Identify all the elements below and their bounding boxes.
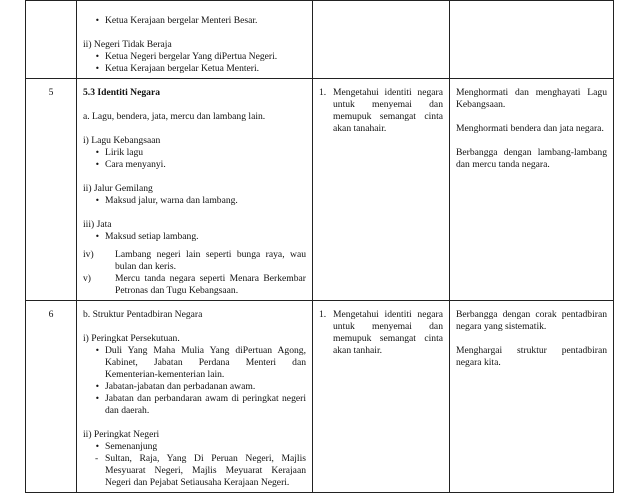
table-row (26, 1, 614, 79)
cell-objective (313, 301, 450, 493)
lesson-table (25, 0, 614, 493)
value-text: Menghormati bendera dan jata negara. (456, 123, 604, 134)
subheading: ii) Peringkat Negeri (83, 429, 160, 440)
cell-objective (313, 1, 450, 79)
bullet-list (83, 441, 306, 453)
list-item: - Sultan, Raja, Yang Di Peruan Negeri, Majlis Mesyuarat Negeri, Majlis Meyuarat Kerajaan Negeri dan Pejabat Setiausaha Kerajaan Negeri. (83, 453, 306, 489)
cell-content (77, 79, 313, 301)
list-item: • Cara menyanyi. (83, 159, 306, 171)
list-item: • Ketua Kerajaan bergelar Ketua Menteri. (83, 63, 306, 75)
list-item: • Semenanjung (83, 441, 306, 453)
objective (319, 87, 443, 135)
item-label: v) (83, 273, 91, 284)
list-item: • Jabatan dan perbandaran awam di peringkat negeri dan daerah. (83, 393, 306, 417)
cell-values (450, 79, 614, 301)
objective (319, 309, 443, 357)
bullet-list (83, 345, 306, 417)
subheading: iii) Jata (83, 219, 112, 230)
subheading: i) Peringkat Persekutuan. (83, 333, 180, 344)
item-label: iv) (83, 249, 94, 260)
value-text: Berbangga dengan corak pentadbiran negara yang sistematik. (456, 309, 607, 332)
cell-values (450, 301, 614, 493)
topic-intro: b. Struktur Pentadbiran Negara (83, 309, 203, 320)
list-item: • Maksud setiap lambang. (83, 231, 306, 243)
topic-intro: a. Lagu, bendera, jata, mercu dan lambang lain. (83, 111, 266, 122)
cell-objective (313, 79, 450, 301)
cell-content (77, 301, 313, 493)
subheading: ii) Jalur Gemilang (83, 183, 153, 194)
row-number: 5 (26, 79, 77, 301)
list-item: • Ketua Kerajaan bergelar Menteri Besar. (83, 15, 306, 27)
row-number: 6 (26, 301, 77, 493)
cell-no (26, 1, 77, 79)
objective-text: Mengetahui identiti negara untuk menyemai dan memupuk semangat cinta akan tanhair. (333, 309, 443, 356)
value-text: Berbangga dengan lambang-lambang dan mercu tanda negara. (456, 147, 607, 170)
subheading: i) Lagu Kebangsaan (83, 135, 161, 146)
item-text: Lambang negeri lain seperti bunga raya, wau bulan dan keris. (115, 249, 306, 272)
list-item: • Duli Yang Maha Mulia Yang diPertuan Agong, Kabinet, Jabatan Perdana Menteri dan Kementerian-kementerian lain. (83, 345, 306, 381)
item-text: Mercu tanda negara seperti Menara Berkembar Petronas dan Tugu Kebangsaan. (115, 273, 306, 296)
table-row (26, 79, 614, 301)
objective-number: 1. (319, 309, 327, 320)
dash-list (83, 453, 306, 489)
cell-content (77, 1, 313, 79)
bullet-list (83, 147, 306, 171)
numbered-item (83, 249, 306, 273)
bullet-list (83, 51, 306, 75)
section-title: 5.3 Identiti Negara (83, 87, 161, 98)
bullet-list (83, 15, 306, 27)
cell-values (450, 1, 614, 79)
numbered-item (83, 273, 306, 297)
value-text: Menghargai struktur pentadbiran negara kita. (456, 345, 607, 368)
objective-text: Mengetahui identiti negara untuk menyemai dan memupuk semangat cinta akan tanahair. (333, 87, 443, 134)
bullet-list (83, 195, 306, 207)
table-row (26, 301, 614, 493)
list-item: • Jabatan-jabatan dan perbadanan awam. (83, 381, 306, 393)
list-item: • Maksud jalur, warna dan lambang. (83, 195, 306, 207)
value-text: Menghormati dan menghayati Lagu Kebangsaan. (456, 87, 607, 110)
objective-number: 1. (319, 87, 327, 98)
list-item: • Lirik lagu (83, 147, 306, 159)
list-item: • Ketua Negeri bergelar Yang diPertua Negeri. (83, 51, 306, 63)
subheading: ii) Negeri Tidak Beraja (83, 39, 172, 50)
bullet-list (83, 231, 306, 243)
